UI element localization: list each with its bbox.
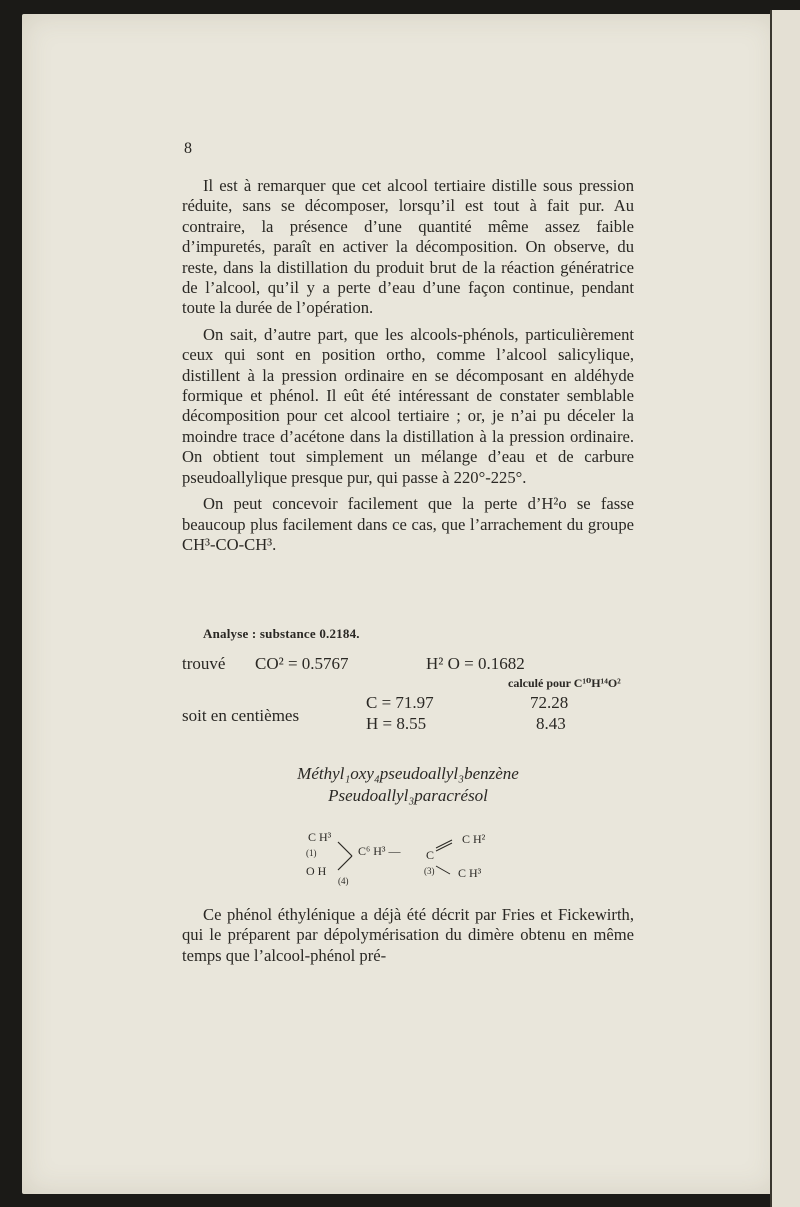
formula-oh: O H bbox=[306, 864, 327, 878]
closing-paragraph bbox=[182, 905, 634, 966]
paragraph: Il est à remarquer que cet alcool tertiaire distille sous pression réduite, sans se décomposer, lorsqu’il est tout à fait pur. Au contraire, la présence d’une quantité même assez faible d’impuretés, paraît en activer la décomposition. On observe, du reste, dans la distillation du produit brut de la réaction génératrice de l’alcool, qu’il y a perte d’eau d’une façon continue, pendant toute la durée de l’opération. bbox=[182, 176, 634, 318]
carbon-calculated: 72.28 bbox=[530, 693, 569, 712]
formula-position-4: (4) bbox=[338, 876, 349, 886]
compound-synonym: Pseudoallyl₃paracrésol bbox=[328, 786, 488, 805]
h2o-value: H² O = 0.1682 bbox=[426, 654, 525, 673]
co2-value: CO² = 0.5767 bbox=[255, 654, 349, 673]
formula-ch3: C H³ bbox=[308, 830, 332, 844]
paragraph: On sait, d’autre part, que les alcools-phénols, particulièrement ceux qui sont en position ortho, comme l’alcool salicylique, distillent à la pression ordinaire en se décomposant en aldéhyde formique et phénol. Il eût été intéressant de constater semblable décomposition pour cet alcool tertiaire ; or, je n’ai pu déceler la moindre trace d’acétone dans la distillation à la pression ordinaire. On obtient tout simplement un mélange d’eau et de carbure pseudoallylique presque pur, qui passe à 220°-225°. bbox=[182, 324, 634, 487]
main-text bbox=[182, 176, 634, 561]
analysis-header: Analyse : substance 0.2184. bbox=[203, 626, 360, 641]
structural-formula bbox=[286, 826, 526, 896]
paragraph: On peut concevoir facilement que la perte d’H²o se fasse beaucoup plus facilement dans ce cas, que l’arrachement du groupe CH³-CO-CH³. bbox=[182, 494, 634, 554]
compound-name: Méthyl₁oxy₄pseudoallyl₃benzène bbox=[297, 764, 519, 783]
formula-carbon: C bbox=[426, 848, 435, 862]
page-number: 8 bbox=[184, 140, 192, 157]
formula-bracket bbox=[336, 840, 356, 874]
percent-label: soit en centièmes bbox=[182, 706, 300, 725]
formula-c6h3: C⁶ H³ — bbox=[358, 844, 401, 858]
formula-bonds bbox=[434, 836, 458, 878]
hydrogen-found: H = 8.55 bbox=[366, 714, 427, 733]
calculated-label: calculé pour C¹⁰H¹⁴O² bbox=[508, 676, 621, 690]
carbon-found: C = 71.97 bbox=[366, 693, 434, 712]
hydrogen-calculated: 8.43 bbox=[536, 714, 566, 733]
paragraph: Ce phénol éthylénique a déjà été décrit par Fries et Fickewirth, qui le préparent par dépolymérisation du dimère obtenu en même temps que l’alcool-phénol pré- bbox=[182, 905, 634, 965]
formula-position-1: (1) bbox=[306, 848, 317, 858]
found-label: trouvé bbox=[182, 654, 226, 673]
formula-position-3: (3) bbox=[424, 866, 435, 876]
facing-page-edge bbox=[770, 10, 800, 1207]
formula-ch3-b: C H³ bbox=[458, 866, 482, 880]
formula-ch2: C H² bbox=[462, 832, 486, 846]
